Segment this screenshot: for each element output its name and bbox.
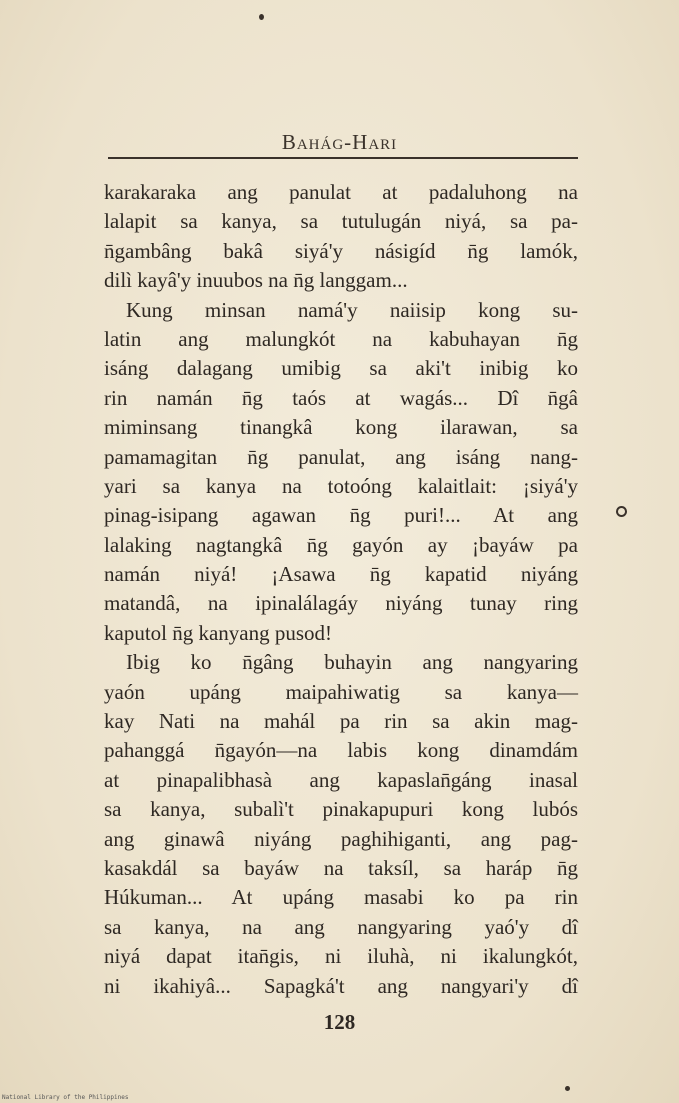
- text-line: pamamagitan n̄g panulat, ang isáng nang-: [104, 444, 578, 469]
- header-rule: [108, 157, 578, 159]
- text-line: sa kanya, subalì't pinakapupuri kong lubós: [104, 797, 578, 822]
- text-line: ang ginawâ niyáng paghihiganti, ang pag-: [104, 826, 578, 851]
- text-line: namán niyá! ¡Asawa n̄g kapatid niyáng: [104, 562, 578, 587]
- body-text: [104, 178, 578, 1001]
- text-line: at pinapalibhasà ang kapaslan̄gáng inasal: [104, 767, 578, 792]
- text-line: niyá dapat itan̄gis, ni iluhà, ni ikalungkót,: [104, 944, 578, 969]
- text-line: kasakdál sa bayáw na taksíl, sa haráp n̄g: [104, 855, 578, 880]
- page-number: 128: [323, 1010, 356, 1034]
- text-line: sa kanya, na ang nangyaring yaó'y dî: [104, 914, 578, 939]
- text-line: Húkuman... At upáng masabi ko pa rin: [104, 885, 578, 910]
- text-line: ni ikahiyâ... Sapagká't ang nangyari'y dî: [104, 973, 578, 998]
- text-line: miminsang tinangkâ kong ilarawan, sa: [104, 415, 578, 440]
- text-line: matandâ, na ipinalálagáy niyáng tunay ring: [104, 591, 578, 616]
- text-line: kay Nati na mahál pa rin sa akin mag-: [104, 709, 578, 734]
- running-head: Bahág-Hari: [281, 130, 398, 154]
- text-line: pahanggá n̄gayón—na labis kong dinamdám: [104, 738, 578, 763]
- text-line: n̄gambâng bakâ siyá'y násigíd n̄g lamók,: [104, 238, 578, 263]
- text-line: lalaking nagtangkâ n̄g gayón ay ¡bayáw pa: [104, 532, 578, 557]
- text-line: karakaraka ang panulat at padaluhong na: [104, 180, 578, 204]
- text-line: pinag-isipang agawan n̄g puri!... At ang: [104, 503, 578, 528]
- text-line: yari sa kanya na totoóng kalaitlait: ¡siyá'y: [104, 473, 578, 498]
- text-line: lalapit sa kanya, sa tutulugán niyá, sa pa-: [104, 209, 578, 234]
- text-line: latin ang malungkót na kabuhayan n̄g: [104, 326, 578, 351]
- text-line: yaón upáng maipahiwatig sa kanya—: [104, 679, 578, 704]
- scan-speck: [565, 1086, 570, 1091]
- text-line: isáng dalagang umibig sa aki't inibig ko: [104, 356, 578, 381]
- text-line: Ibig ko n̄gâng buhayin ang nangyaring: [126, 650, 578, 675]
- text-line: Kung minsan namá'y naiisip kong su-: [126, 297, 578, 322]
- library-footer: National Library of the Philippines: [2, 1094, 129, 1101]
- scan-speck: [616, 506, 627, 517]
- text-line: rin namán n̄g taós at wagás... Dî n̄gâ: [104, 385, 578, 410]
- scan-speck: [259, 14, 264, 20]
- text-line: kaputol n̄g kanyang pusod!: [104, 620, 333, 645]
- text-line: dilì kayâ'y inuubos na n̄g langgam...: [104, 268, 408, 293]
